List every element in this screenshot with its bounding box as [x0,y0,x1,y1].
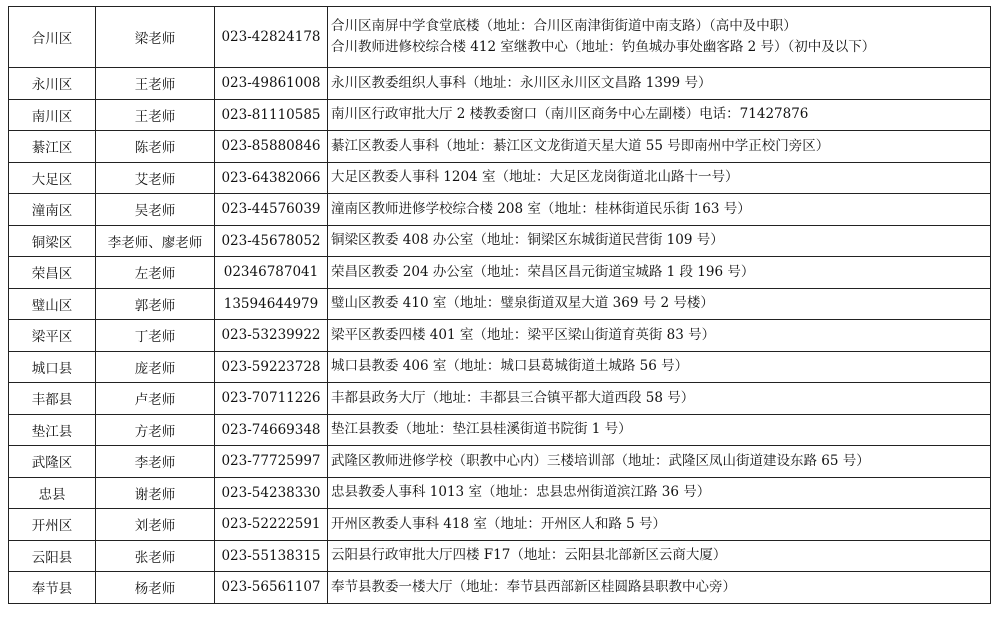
contact-person-cell: 梁老师 [96,7,215,68]
district-cell: 武隆区 [9,446,96,478]
address-cell [328,99,991,131]
table-row [9,194,991,226]
address-line: 垫江县教委（地址：垫江县桂溪街道书院街 1 号） [331,421,632,438]
phone-number-cell: 023-55138315 [215,540,328,572]
contact-person-cell: 李老师、廖老师 [96,225,215,257]
district-cell: 奉节县 [9,572,96,604]
contact-person-cell: 王老师 [96,99,215,131]
contact-person-cell: 丁老师 [96,320,215,352]
address-cell [328,383,991,415]
phone-number-cell: 023-85880846 [215,131,328,163]
address-line: 荣昌区教委 204 办公室（地址：荣昌区昌元街道宝城路 1 段 196 号） [331,263,755,280]
phone-number-cell: 02346787041 [215,257,328,289]
contact-person-cell: 刘老师 [96,509,215,541]
table-row [9,288,991,320]
address-cell [328,540,991,572]
phone-number-cell: 023-74669348 [215,414,328,446]
district-cell: 城口县 [9,351,96,383]
phone-number-cell: 023-70711226 [215,383,328,415]
district-cell: 垫江县 [9,414,96,446]
table-row [9,320,991,352]
district-cell: 云阳县 [9,540,96,572]
address-line: 潼南区教师进修学校综合楼 208 室（地址：桂林街道民乐街 163 号） [331,200,751,217]
address-cell [328,509,991,541]
phone-number-cell: 023-81110585 [215,99,328,131]
contact-person-cell: 卢老师 [96,383,215,415]
table-row [9,414,991,446]
address-line: 开州区教委人事科 418 室（地址：开州区人和路 5 号） [331,515,667,532]
phone-number-cell: 023-45678052 [215,225,328,257]
address-cell [328,131,991,163]
phone-number-cell: 023-77725997 [215,446,328,478]
phone-number-cell: 023-54238330 [215,477,328,509]
address-cell [328,288,991,320]
phone-number-cell: 023-52222591 [215,509,328,541]
district-cell: 忠县 [9,477,96,509]
district-cell: 南川区 [9,99,96,131]
district-cell: 永川区 [9,68,96,100]
district-cell: 丰都县 [9,383,96,415]
address-line: 忠县教委人事科 1013 室（地址：忠县忠州街道滨江路 36 号） [331,484,711,501]
contact-person-cell: 吴老师 [96,194,215,226]
address-line: 璧山区教委 410 室（地址：璧泉街道双星大道 369 号 2 号楼） [331,295,714,312]
district-cell: 大足区 [9,162,96,194]
district-cell: 潼南区 [9,194,96,226]
phone-number-cell: 023-42824178 [215,7,328,68]
address-cell [328,414,991,446]
phone-number-cell: 023-44576039 [215,194,328,226]
table-row [9,540,991,572]
address-cell [328,351,991,383]
district-cell: 合川区 [9,7,96,68]
address-cell [328,320,991,352]
table-row [9,572,991,604]
table-row [9,131,991,163]
table-row [9,225,991,257]
table-row [9,257,991,289]
address-line: 合川区南屏中学食堂底楼（地址：合川区南津街街道中南支路）（高中及中职） [331,18,797,34]
district-cell: 荣昌区 [9,257,96,289]
table-row [9,383,991,415]
address-cell [328,257,991,289]
contact-person-cell: 方老师 [96,414,215,446]
table-row [9,7,991,68]
address-line: 合川教师进修校综合楼 412 室继教中心（地址：钓鱼城办事处幽客路 2 号）（初中及以下） [331,39,876,55]
contact-person-cell: 杨老师 [96,572,215,604]
phone-number-cell: 023-64382066 [215,162,328,194]
table-row [9,162,991,194]
district-cell: 璧山区 [9,288,96,320]
address-line: 奉节县教委一楼大厅（地址：奉节县西部新区桂圆路县职教中心旁） [331,578,736,595]
phone-number-cell: 13594644979 [215,288,328,320]
district-cell: 綦江区 [9,131,96,163]
table-row [9,99,991,131]
contact-person-cell: 郭老师 [96,288,215,320]
address-cell [328,477,991,509]
table-row [9,446,991,478]
address-cell [328,225,991,257]
contact-person-cell: 庞老师 [96,351,215,383]
contact-person-cell: 李老师 [96,446,215,478]
address-line: 大足区教委人事科 1204 室（地址：大足区龙岗街道北山路十一号） [331,169,739,186]
address-cell [328,572,991,604]
table-row [9,477,991,509]
address-line: 城口县教委 406 室（地址：城口县葛城街道土城路 56 号） [331,358,689,375]
phone-number-cell: 023-59223728 [215,351,328,383]
table-body [9,7,991,604]
address-cell [328,162,991,194]
contact-person-cell: 艾老师 [96,162,215,194]
table-row [9,351,991,383]
contact-person-cell: 谢老师 [96,477,215,509]
address-cell [328,446,991,478]
contact-person-cell: 张老师 [96,540,215,572]
district-cell: 开州区 [9,509,96,541]
address-line: 丰都县政务大厅（地址：丰都县三合镇平都大道西段 58 号） [331,389,695,406]
address-line: 綦江区教委人事科（地址：綦江区文龙街道天星大道 55 号即南州中学正校门旁区） [331,137,830,154]
phone-number-cell: 023-49861008 [215,68,328,100]
district-cell: 梁平区 [9,320,96,352]
address-line: 南川区行政审批大厅 2 楼教委窗口（南川区商务中心左副楼）电话：71427876 [331,106,809,123]
contact-person-cell: 左老师 [96,257,215,289]
contact-person-cell: 王老师 [96,68,215,100]
address-line: 梁平区教委四楼 401 室（地址：梁平区梁山街道育英街 83 号） [331,326,716,343]
address-line: 云阳县行政审批大厅四楼 F17（地址：云阳县北部新区云商大厦） [331,547,727,564]
address-line: 铜梁区教委 408 办公室（地址：铜梁区东城街道民营街 109 号） [331,232,724,249]
table-row [9,68,991,100]
phone-number-cell: 023-56561107 [215,572,328,604]
address-cell [328,68,991,100]
address-cell [328,7,991,68]
district-cell: 铜梁区 [9,225,96,257]
phone-number-cell: 023-53239922 [215,320,328,352]
address-cell [328,194,991,226]
contact-person-cell: 陈老师 [96,131,215,163]
address-line: 武隆区教师进修学校（职教中心内）三楼培训部（地址：武隆区凤山街道建设东路 65 号） [331,452,870,469]
address-line: 永川区教委组织人事科（地址：永川区永川区文昌路 1399 号） [331,74,712,91]
registration-office-table [8,6,991,604]
table-row [9,509,991,541]
